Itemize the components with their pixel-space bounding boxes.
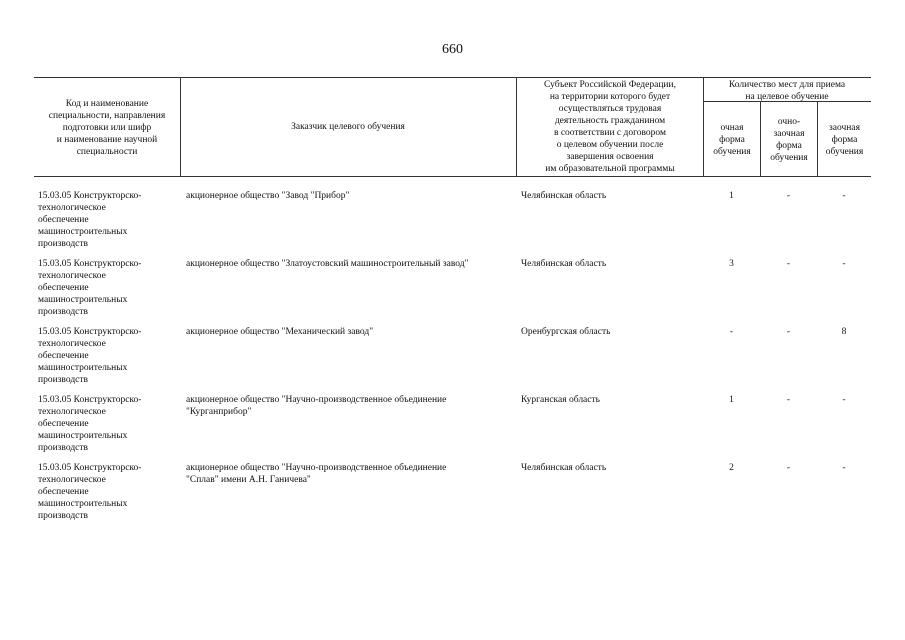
row5-customer: акционерное общество "Научно-производственное объединение "Сплав" имени А.Н. Ганичева" xyxy=(186,463,447,485)
header-subject: Субъект Российской Федерации, на территории которого будет осуществляться трудовая деятельность гражданином в соответствии с договором о целевом обучении после завершения освоения им образовательной программы xyxy=(544,80,676,174)
row1-distance: - xyxy=(842,191,846,201)
header-part-time: очно- заочная форма обучения xyxy=(770,117,808,163)
row5-full-time: 2 xyxy=(729,463,734,473)
col-divider-2 xyxy=(516,77,517,176)
row2-region: Челябинская область xyxy=(521,259,607,269)
row5-distance: - xyxy=(842,463,846,473)
header-full-time: очная форма обучения xyxy=(713,123,751,157)
row2-part-time: - xyxy=(786,259,791,269)
header-customer: Заказчик целевого обучения xyxy=(291,122,405,132)
row1-part-time: - xyxy=(786,191,791,201)
row4-customer: акционерное общество "Научно-производственное объединение "Курганприбор" xyxy=(186,395,447,417)
row1-code: 15.03.05 Конструкторско- технологическое обеспечение машиностроительных производств xyxy=(38,191,142,249)
row1-full-time: 1 xyxy=(729,191,734,201)
row2-customer: акционерное общество "Златоустовский машиностроительный завод" xyxy=(186,259,469,269)
row3-full-time: - xyxy=(729,327,734,337)
row4-region: Курганская область xyxy=(521,395,600,405)
row4-part-time: - xyxy=(786,395,791,405)
row3-distance: 8 xyxy=(841,327,847,337)
row2-full-time: 3 xyxy=(729,259,734,269)
header-places-group: Количество мест для приема на целевое обучение xyxy=(728,80,846,102)
header-top-rule xyxy=(34,77,871,78)
col-divider-1 xyxy=(180,77,181,176)
row5-code: 15.03.05 Конструкторско- технологическое обеспечение машиностроительных производств xyxy=(38,463,142,521)
header-distance: заочная форма обучения xyxy=(825,123,864,157)
page-number: 660 xyxy=(442,42,463,57)
row4-full-time: 1 xyxy=(729,395,734,405)
row2-code: 15.03.05 Конструкторско- технологическое обеспечение машиностроительных производств xyxy=(38,259,142,317)
row2-distance: - xyxy=(842,259,846,269)
row4-code: 15.03.05 Конструкторско- технологическое обеспечение машиностроительных производств xyxy=(38,395,142,453)
row1-customer: акционерное общество "Завод "Прибор" xyxy=(186,191,350,201)
row1-region: Челябинская область xyxy=(521,191,607,201)
row5-region: Челябинская область xyxy=(521,463,607,473)
row3-customer: акционерное общество "Механический завод" xyxy=(186,327,374,337)
row4-distance: - xyxy=(842,395,846,405)
header-code-name: Код и наименование специальности, направления подготовки или шифр и наименование научной специальности xyxy=(48,99,166,157)
row3-part-time: - xyxy=(786,327,791,337)
row3-code: 15.03.05 Конструкторско- технологическое обеспечение машиностроительных производств xyxy=(38,327,142,385)
row3-region: Оренбургская область xyxy=(521,327,611,337)
row5-part-time: - xyxy=(786,463,791,473)
header-bottom-rule xyxy=(34,176,871,177)
